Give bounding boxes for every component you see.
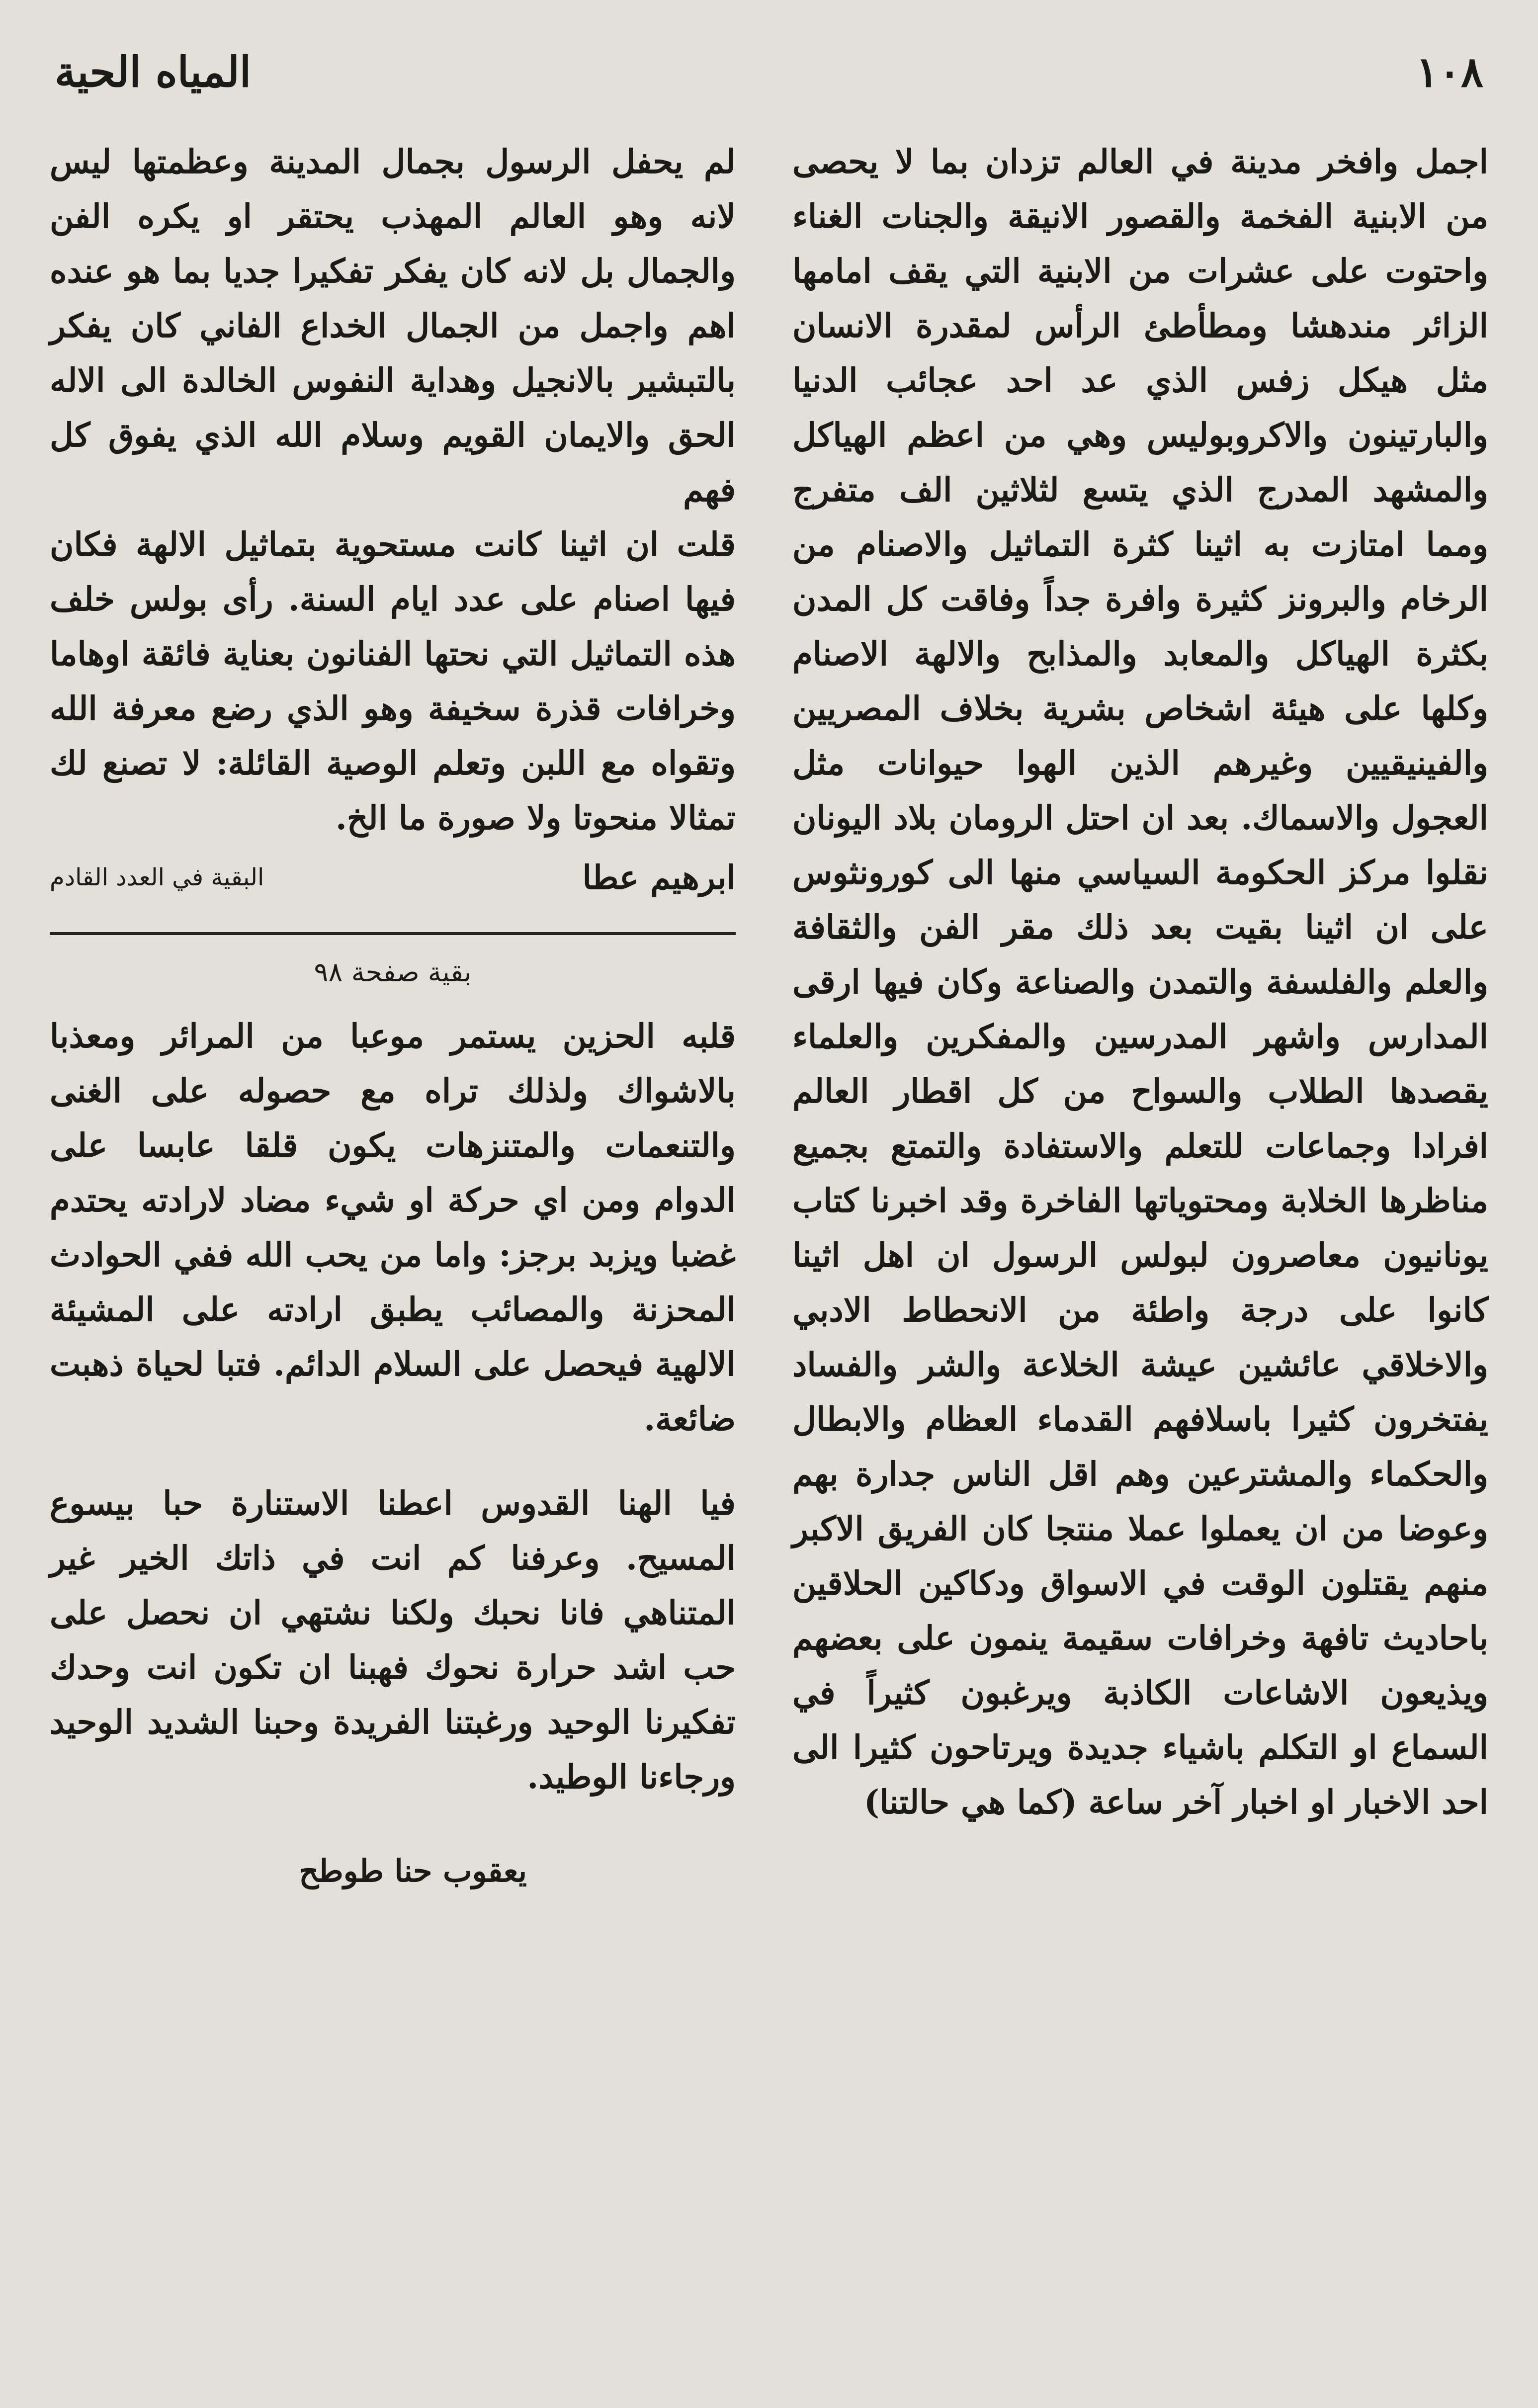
author-signature: ابرهيم عطا (582, 858, 736, 897)
continuation-paragraph-2: فيا الهنا القدوس اعطنا الاستنارة حبا بيسوع المسيح. وعرفنا كم انت في ذاتك الخير غير المتناهي فانا نحبك ولكنا نشتهي ان نحصل على حب اشد حرارة نحوك فهبنا ان تكون انت وحدك تفكيرنا الوحيد ورغبتنا الفريدة وحبنا الشديد الوحيد ورجاءنا الوطيد. (50, 1484, 736, 1796)
section-divider (50, 932, 736, 935)
article-paragraph-1: لم يحفل الرسول بجمال المدينة وعظمتها ليس لانه وهو العالم المهذب يحتقر او يكره الفن والجمال بل لانه كان يفكر تفكيرا جديا بما هو عنده اهم واجمل من الجمال الخداع الفاني كان يفكر بالتبشير بالانجيل وهداية النفوس الخالدة الى الاله الحق والايمان القويم وسلام الله الذي يفوق كل فهم (50, 142, 736, 509)
continuation-label: بقية صفحة ٩٨ (314, 956, 472, 988)
article-text-right: اجمل وافخر مدينة في العالم تزدان بما لا يحصى من الابنية الفخمة والقصور الانيقة والجنات الغناء واحتوت على عشرات من الابنية التي يقف امامها الزائر مندهشا ومطأطئ الرأس لمقدرة الانسان مثل هيكل زفس الذي عد احد عجائب الدنيا والبارتينون والاكروبوليس وهي من اعظم الهياكل والمشهد المدرج الذي يتسع لثلاثين الف متفرج ومما امتازت به اثينا كثرة التماثيل والاصنام من الرخام والبرونز كثيرة وافرة جداً وفاقت كل المدن بكثرة الهياكل والمعابد والمذابح والالهة الاصنام وكلها على هيئة اشخاص بشرية بخلاف المصريين والفينيقيين وغيرهم الذين الهوا حيوانات مثل العجول والاسماك. بعد ان احتل الرومان بلاد اليونان نقلوا مركز الحكومة السياسي منها الى كورونثوس على ان اثينا بقيت بعد ذلك مقر الفن والثقافة والعلم والفلسفة والتمدن والصناعة وكان فيها ارقى المدارس واشهر المدرسين والمفكرين والعلماء يقصدها الطلاب والسواح من كل اقطار العالم افرادا وجماعات للتعلم والاستفادة والتمتع بجميع مناظرها الخلابة ومحتوياتها الفاخرة وقد اخبرنا كتاب يونانيون معاصرون لبولس الرسول ان اهل اثينا كانوا على درجة واطئة من الانحطاط الادبي والاخلاقي عائشين عيشة الخلاعة والشر والفساد يفتخرون كثيرا باسلافهم القدماء العظام والابطال والحكماء والمشترعين وهم اقل الناس جدارة بهم وعوضا من ان يعملوا عملا منتجا كان الفريق الاكبر منهم يقتلون الوقت في الاسواق ودكاكين الحلاقين باحاديث تافهة وخرافات سقيمة ينمون على بعضهم ويذيعون الاشاعات الكاذبة ويرغبون كثيراً في السماع او التكلم باشياء جديدة ويرتاحون كثيرا الى احد الاخبار او اخبار آخر ساعة (كما هي حالتنا) (792, 142, 1488, 1821)
paragraph-gap (50, 1446, 736, 1476)
page-number: ١٠٨ (1416, 47, 1483, 96)
running-title: المياه الحية (55, 47, 252, 96)
article-signature-line (50, 850, 736, 905)
left-column (50, 134, 736, 1898)
article-paragraph-2: قلت ان اثينا كانت مستحوية بتماثيل الالهة فكان فيها اصنام على عدد ايام السنة. رأى بولس خلف هذه التماثيل التي نحتها الفنانون بعناية فائقة اوهاما وخرافات قذرة سخيفة وهو الذي رضع معرفة الله وتقواه مع اللبن وتعلم الوصية القائلة: لا تصنع لك تمثالا منحوتا ولا صورة ما الخ. (50, 525, 736, 837)
continued-note: البقية في العدد القادم (50, 863, 264, 891)
right-column (792, 134, 1488, 1829)
closing-signature: يعقوب حنا طوطح (299, 1853, 527, 1889)
continuation-paragraph-1: قلبه الحزين يستمر موعبا من المرائر ومعذبا بالاشواك ولذلك تراه مع حصوله على الغنى والتنعمات والمتنزهات يكون قلقا عابسا على الدوام ومن اي حركة او شيء مضاد لارادته يحتدم غضبا ويزبد برجز: واما من يحب الله ففي الحوادث المحزنة والمصائب يطبق ارادته على المشيئة الالهية فيحصل على السلام الدائم. فتبا لحياة ذهبت ضائعة. (50, 1017, 736, 1438)
